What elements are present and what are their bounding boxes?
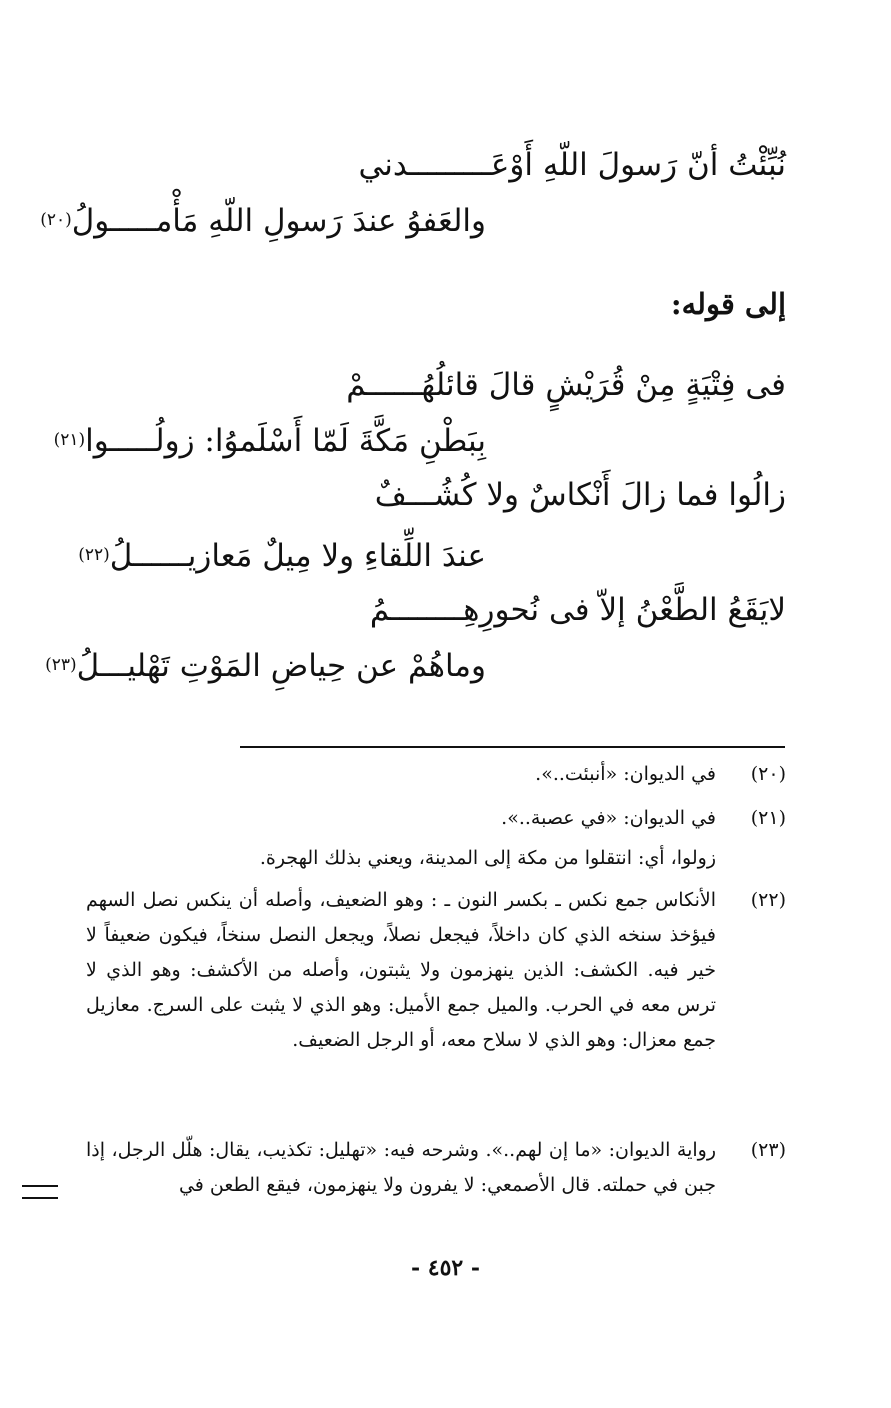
verse-line-6 — [78, 535, 486, 576]
footnote-number: (٢٣) — [750, 1139, 786, 1161]
footnote-separator — [240, 746, 785, 748]
footnote-number: (٢٢) — [750, 889, 786, 911]
verse-line-7 — [370, 590, 786, 630]
verse-line-3 — [346, 365, 786, 405]
footnote-text: رواية الديوان: «ما إن لهم..». وشرحه فيه: «تهليل: تكذيب، يقال: هلّل الرجل، إذا جبن في حملته. قال الأصمعي: لا يفرون ولا ينهزمون، فيقع الطعن في — [86, 1139, 716, 1196]
verse-line-5 — [375, 475, 786, 515]
footnote-text: الأنكاس جمع نكس ـ بكسر النون ـ : وهو الضعيف، وأصله أن ينكس نصل السهم فيؤخذ سنخه الذي كان داخلاً، فيجعل نصلاً، ويجعل النصل سنخاً، فيكون ضعيفاً لا خير فيه. الكشف: الذين ينهزمون ولا يثبتون، وأصله من الأكشف: وهو الذي لا ترس معه في الحرب. والميل جمع الأميل: وهو الذي لا يثبت على السرج. معازيل جمع معزال: وهو الذي لا سلاح معه، أو الرجل الضعيف. — [86, 889, 716, 1051]
verse-text: والعَفوُ عندَ رَسولِ اللّهِ مَأْمـــــولُ — [71, 203, 486, 239]
verse-line-2 — [40, 200, 486, 241]
verse-text: وماهُمْ عن حِياضِ المَوْتِ تَهْليـــلُ — [76, 648, 486, 684]
verse-line-8 — [45, 645, 486, 686]
footnote-number: (٢١) — [750, 807, 786, 829]
footnote-number: (٢٠) — [750, 763, 786, 785]
footnote-text: زولوا، أي: انتقلوا من مكة إلى المدينة، ويعني بذلك الهجرة. — [259, 847, 716, 869]
page-number: - ٤٥٢ - — [410, 1255, 481, 1281]
verse-text: لايَقَعُ الطَّعْنُ إلاّ فى نُحورِهِــــــــمُ — [369, 592, 786, 628]
verse-line-1 — [358, 145, 786, 185]
verse-text: بِبَطْنِ مَكَّةَ لَمّا أَسْلَموُا: زولُـــــوا — [85, 423, 486, 459]
section-heading: إلى قوله: — [670, 287, 786, 321]
continuation-mark — [22, 1185, 58, 1199]
footnote-text: في الديوان: «أنبئت..». — [535, 763, 716, 785]
verse-note-ref: (٢٣) — [45, 655, 77, 675]
verse-line-4 — [54, 420, 486, 461]
verse-text: عندَ اللِّقاءِ ولا مِيلٌ مَعازيــــــلُ — [109, 538, 486, 574]
verse-text: زالُوا فما زالَ أَنْكاسٌ ولا كُشُـــفٌ — [374, 477, 786, 513]
verse-text: نُبِّئْتُ أنّ رَسولَ اللّهِ أَوْعَـــــــــدني — [358, 147, 786, 183]
verse-note-ref: (٢٢) — [78, 545, 110, 565]
verse-note-ref: (٢٠) — [40, 210, 72, 230]
verse-note-ref: (٢١) — [53, 430, 86, 450]
verse-text: فى فِتْيَةٍ مِنْ قُرَيْشٍ قالَ قائلُهُــــــمْ — [346, 367, 786, 403]
footnote-text: في الديوان: «في عصبة..». — [501, 807, 716, 829]
